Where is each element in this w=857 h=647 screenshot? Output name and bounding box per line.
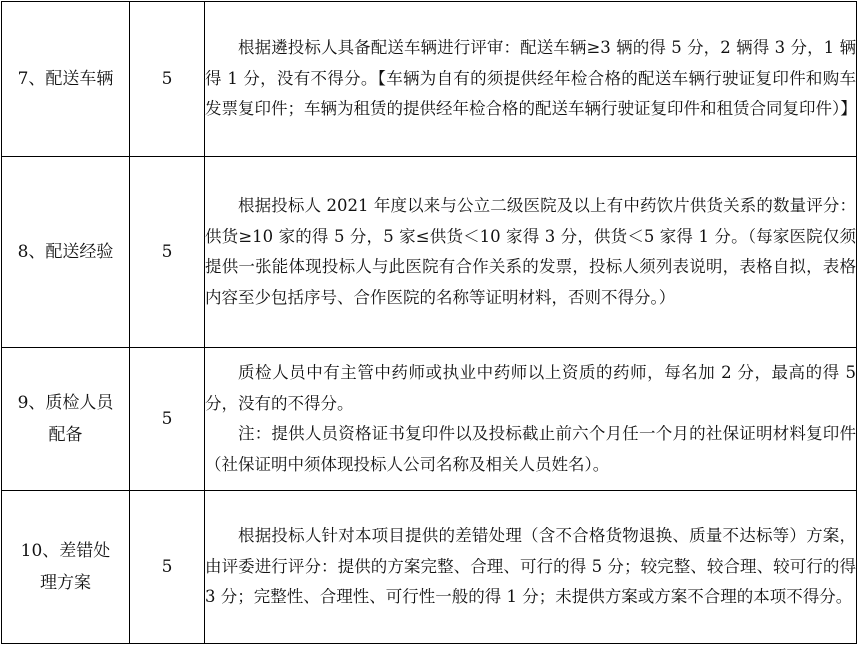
table-row-qc-staff	[2, 348, 857, 491]
item-name	[2, 157, 130, 348]
item-criteria	[205, 2, 857, 157]
item-name	[2, 2, 130, 157]
criteria-paragraph: 根据投标人针对本项目提供的差错处理（含不合格货物退换、质量不达标等）方案，由评委进行评分：提供的方案完整、合理、可行的得 5 分；较完整、较合理、较可行的得 3 分；完整性、合理性、可行性一般的得 1 分；未提供方案或方案不合理的本项不得分。	[205, 526, 856, 607]
table-row-delivery-vehicles	[2, 2, 857, 157]
item-name-line: 10、差错处	[20, 541, 111, 561]
item-name	[2, 491, 130, 644]
item-score: 5	[130, 348, 205, 491]
item-name	[2, 348, 130, 491]
criteria-paragraph: 质检人员中有主管中药师或执业中药师以上资质的药师，每名加 2 分，最高的得 5 分，没有的不得分。	[205, 363, 856, 413]
table-row-error-handling	[2, 491, 857, 644]
item-criteria	[205, 348, 857, 491]
item-criteria	[205, 157, 857, 348]
item-name-line: 理方案	[40, 573, 91, 593]
table-row-delivery-experience	[2, 157, 857, 348]
item-score: 5	[130, 2, 205, 157]
item-name-line: 配备	[48, 425, 83, 445]
item-name-line: 9、质检人员	[17, 393, 114, 413]
item-score: 5	[130, 157, 205, 348]
criteria-note: 注：提供人员资格证书复印件以及投标截止前六个月任一个月的社保证明材料复印件（社保证明中须体现投标人公司名称及相关人员姓名）。	[205, 424, 856, 474]
scoring-table	[1, 1, 857, 644]
item-score: 5	[130, 491, 205, 644]
item-name-line: 7、配送车辆	[17, 69, 114, 89]
criteria-paragraph: 根据投标人 2021 年度以来与公立二级医院及以上有中药饮片供货关系的数量评分：供货≥10 家的得 5 分，5 家≤供货＜10 家得 3 分，供货＜5 家得 1 分。（每家医院仅须提供一张能体现投标人与此医院有合作关系的发票，投标人须列表说明，表格自拟，表格内容至少包括序号、合作医院的名称等证明材料，否则不得分。）	[205, 196, 856, 307]
criteria-paragraph: 根据遴投标人具备配送车辆进行评审：配送车辆≥3 辆的得 5 分，2 辆得 3 分，1 辆得 1 分，没有不得分。【车辆为自有的须提供经年检合格的配送车辆行驶证复印件和购车发票复印件；车辆为租赁的提供经年检合格的配送车辆行驶证复印件和租赁合同复印件）】	[205, 38, 857, 119]
item-name-line: 8、配送经验	[17, 242, 114, 262]
item-criteria	[205, 491, 857, 644]
